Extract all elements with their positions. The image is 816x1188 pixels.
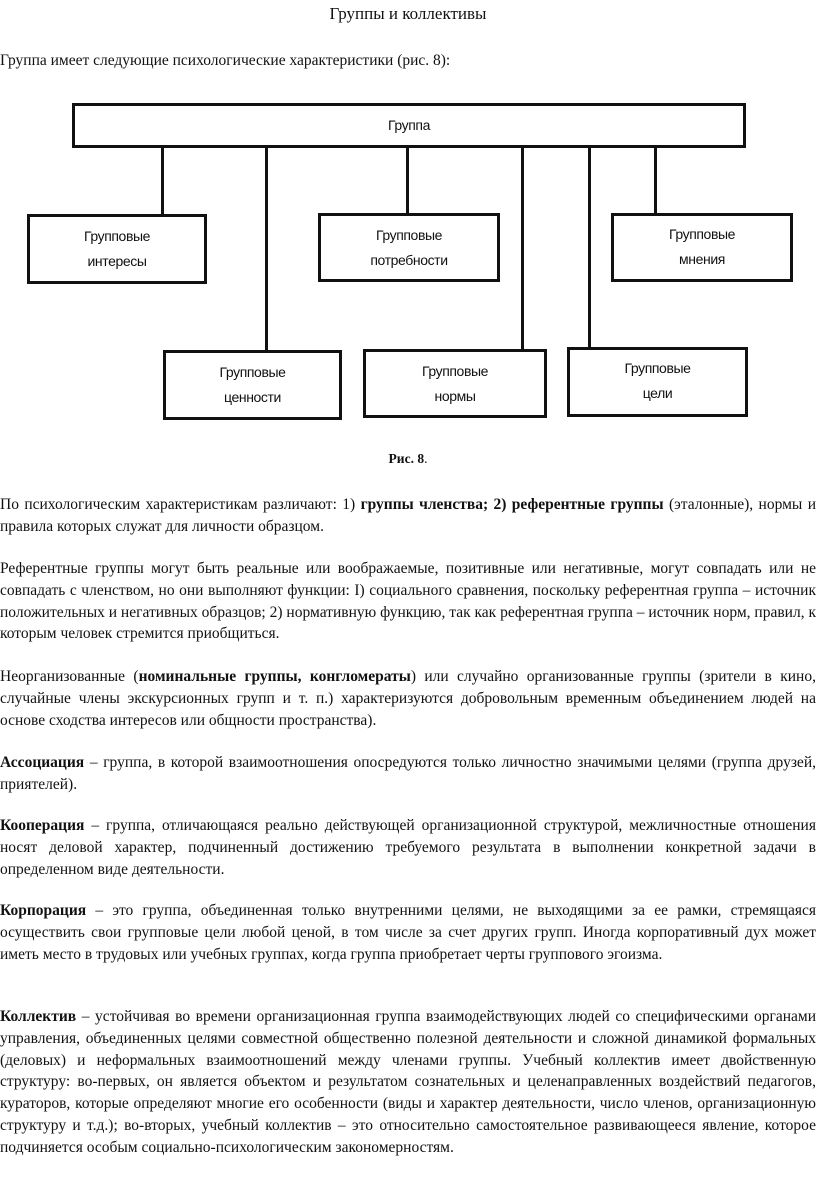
box-label-line2: ценности [224,389,281,405]
connector-line [406,145,409,216]
box-group-values [163,350,342,420]
paragraph-reference-groups [0,558,816,645]
box-label-line1: Групповые [83,228,151,244]
group-characteristics-diagram [0,0,816,440]
connector-line [588,145,591,350]
document-title: Группы и коллективы [329,4,487,23]
box-group-needs [318,213,500,282]
paragraph-cooperation [0,815,816,880]
bold-term: Кооперация [0,817,85,834]
connector-line [161,145,164,217]
paragraph-unorganized-groups [0,666,816,731]
text: (эталонные), нормы и правила которых служат для личности образцом. [0,496,816,535]
bold-term: Корпорация [0,902,87,919]
box-label-line1: Групповые [421,362,489,379]
box-label-line1: Групповые [219,364,286,380]
paragraph-group-types [0,494,816,538]
connector-line [654,145,657,215]
connector-line [521,145,524,352]
box-group-norms [363,349,547,418]
caption-period: . [424,451,428,466]
box-label-line2: нормы [434,387,476,404]
box-group-goals [567,347,748,417]
box-group-interests [27,214,207,284]
connector-line [265,145,268,353]
text: ) или случайно организованные группы (зрители в кино, случайные члены экскурсионных групп и т. п.) характеризуются добровольным временным объединением людей на основе сходства интересов или общности пространства). [0,668,816,729]
text: – устойчивая во времени организационная группа взаимодействующих людей со специфическими органами управления, объединенных целями совместной общественно полезной деятельности и сложной динамикой формальных (деловых) и неформальных взаимоотношений между членами группы. Учебный коллектив имеет двойственную структуру: во-первых, он является объектом и результатом сознательных и целенаправленных воздействий педагогов, кураторов, которые определяют многие его особенности (виды и характер деятельности, число членов, организационную структуру и т.д.); во-вторых, учебный коллектив – это относительно самостоятельное развивающееся явление, которое подчиняется особым социально-психологическим закономерностям. [0,1008,816,1156]
bold-term: Коллектив [0,1008,77,1025]
figure-caption [0,451,816,467]
bold-term: номинальные группы, конгломераты [138,668,411,685]
bold-term: Ассоциация [0,754,85,771]
box-label-line2: потребности [370,251,448,268]
root-label: Группа [388,117,430,133]
box-group-opinions [611,213,793,282]
box-label-line2: интересы [87,253,147,269]
text: Референтные группы могут быть реальные или воображаемые, позитивные или негативные, могут совпадать или не совпадать с членством, но они выполняют функции: I) социального сравнения, поскольку референтная группа – источник положительных и негативных образцов; 2) нормативную функцию, так как референтная группа – источник норм, правил, к которым человек стремится приобщиться. [0,560,816,643]
text: – группа, отличающаяся реально действующей организационной структурой, межличностные отношения носят деловой характер, подчиненный достижению требуемого результата в выполнении конкретной задачи в определенном виде деятельности. [0,817,816,878]
text: По психологическим характеристикам различают: 1) [0,496,361,513]
bold-term: группы членства; 2) референтные группы [360,496,664,513]
intro-text: Группа имеет следующие психологические характеристики (рис. 8): [0,52,451,69]
paragraph-association [0,752,816,796]
paragraph-corporation [0,900,816,965]
box-label-line1: Групповые [624,360,691,376]
box-label-line1: Групповые [375,226,443,243]
text: Неорганизованные ( [0,668,139,685]
text: – это группа, объединенная только внутренними целями, не выходящими за ее рамки, стремящаяся осуществить свои групповые цели любой ценой, в том числе за счет других групп. Иногда корпоративный дух может иметь место в трудовых или учебных группах, когда группа приобретает черты группового эгоизма. [0,902,816,963]
box-label-line1: Групповые [668,226,736,242]
paragraph-collective [0,1006,816,1159]
box-label-line2: мнения [679,251,725,267]
caption-label: Рис. 8 [388,451,425,466]
diagram-root-box [72,103,746,148]
box-label-line2: цели [642,385,673,401]
text: – группа, в которой взаимоотношения опосредуются только личностно значимыми целями (группа друзей, приятелей). [0,754,816,793]
